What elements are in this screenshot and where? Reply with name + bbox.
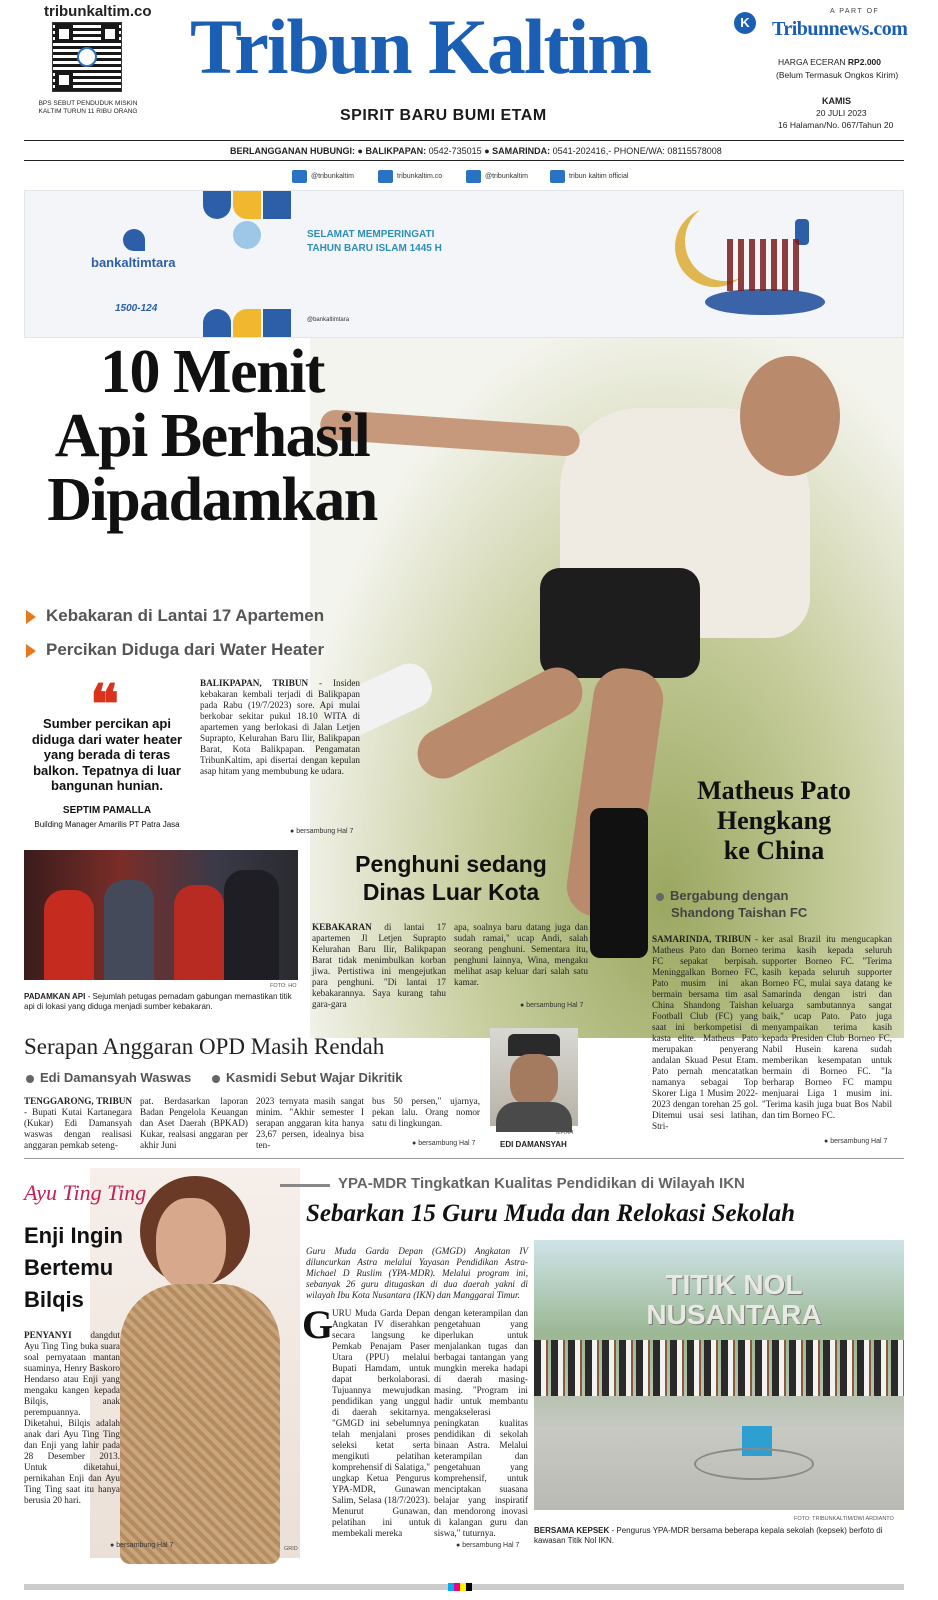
edi-damansyah-photo[interactable] [490,1028,578,1126]
ad-social: @bankaltimtara [307,317,350,323]
web-icon [378,170,393,183]
hotline: 1500-124 [115,303,158,314]
lead-headline[interactable]: 10 Menit Api Berhasil Dipadamkan [47,338,377,534]
pattern-icon [233,309,261,337]
bank-logo-icon [123,229,145,251]
quote-icon: ❝ [90,675,120,735]
cmyk-swatch-icon [448,1583,472,1591]
triangle-bullet-icon [26,610,36,624]
facebook-icon [550,170,565,183]
price-note: (Belum Termasuk Ongkos Kirim) [776,70,899,80]
instagram-icon [292,170,307,183]
edu-kicker: YPA-MDR Tingkatkan Kualitas Pendidikan di Wilayah IKN [338,1175,745,1192]
portrait-cap [508,1034,560,1056]
issue-date: 20 JULI 2023 [816,108,867,118]
qr-code[interactable] [52,22,122,92]
pattern-icon [203,309,231,337]
budget-subhead-1: Edi Damansyah Waswas [26,1070,191,1085]
continue-link[interactable]: ● bersambung Hal 7 [456,1542,520,1549]
celeb-headline[interactable]: Enji Ingin Bertemu Bilqis [24,1223,123,1312]
lead-subhead-2: Percikan Diduga dari Water Heater [26,640,324,660]
pull-quote: Sumber percikan api diduga dari water heater yang berada di teras balkon. Tepatnya di luar bangunan hunian. [31,716,183,793]
budget-col-4: bus 50 persen," ujarnya, pekan lalu. Orang nomor satu di lingkungan. [372,1096,480,1128]
resident-col-2: apa, soalnya baru datang juga dan sudah ramai," ucap Andi, salah seorang penghuni. Sementara itu, penghuni lainnya, Wina, mengaku melihat asap keluar dari salah satu kamar. [454,922,588,987]
issue-edition: 16 Halaman/No. 067/Tahun 20 [778,120,894,130]
budget-col-1: TENGGARONG, TRIBUN - Bupati Kutai Kartanegara (Kukar) Edi Damansyah waswas dengan realisasi anggaran pemkab seteng- [24,1096,132,1150]
quote-name: SEPTIM PAMALLA [62,805,152,816]
qr-caption[interactable]: BPS SEBUT PENDUDUK MISKIN KALTIM TURUN 11 RIBU ORANG [38,100,138,115]
photo-caption: BERSAMA KEPSEK - Pengurus YPA-MDR bersama beberapa kepala sekolah (kepsek) berfoto di kawasan Titik Nol IKN. [534,1526,883,1545]
bank-advertisement[interactable] [24,190,904,338]
edu-col-1: URU Muda Garda Depan Angkatan IV diserahkan secara langsung ke Pemkab Penajam Paser Utara (PPU) melalui Bupati Hamdam, untuk dapat berkolaborasi. Tujuannya mewujudkan pendidikan yang unggul di daerah sekitarnya. "GMGD ini sebelumnya telah menjalani proses seleksi ketat serta mengikuti pelatihan komprehensif di Salatiga," ungkap Ketua Pengurus YPA-MDR, Gunawan Salim, Selasa (18/7/2023). Menurut Gunawan, pelatihan ini untuk membekali mereka [332,1308,430,1538]
photo-caption: PADAMKAN API - Sejumlah petugas pemadam gabungan memastikan titik api di lokasi yang diduga menjadi sumber kebakaran. [24,992,292,1011]
social-facebook[interactable]: tribun kaltim official [550,168,628,184]
social-twitter[interactable]: @tribunkaltim [466,168,528,184]
group-people [534,1340,904,1396]
bank-brand: bankaltimtara [91,255,176,270]
pattern-icon [263,309,291,337]
twitter-icon [466,170,481,183]
edu-intro: Guru Muda Garda Depan (GMGD) Angkatan IV diluncurkan Astra melalui Yayasan Pendidikan Astra-Michael D Ruslim (YPA-MDR). Melalui program ini, sebanyak 26 guru ditugaskan di dua daerah yakni di wilayah Ibu Kota Nusantara (IKN) dan Manggarai Timur. [306,1246,528,1300]
people-icon [727,239,803,291]
continue-link[interactable]: ● bersambung Hal 7 [412,1140,476,1147]
budget-headline[interactable]: Serapan Anggaran OPD Masih Rendah [24,1034,385,1059]
photo-credit: GRID [284,1546,298,1552]
site-url[interactable]: tribunkaltim.co [44,3,152,20]
budget-col-2: pat. Berdasarkan laporan Badan Pengelola Keuangan dan Aset Daerah (BPKAD) Kukar, realsasi anggaran per akhir Juni [140,1096,248,1150]
continue-link[interactable]: ● bersambung Hal 7 [290,828,354,835]
pato-col-1: SAMARINDA, TRIBUN - Matheus Pato dan Borneo FC sepakat berpisah. Meninggalkan Borneo FC, Pato musim ini akan bermain bersama tim asal China Shandong Taishan Football Club (FC) yang saat ini berkompetisi di kasta elite. Matheus Pato merupakan penyerang andalan Skuad Pesut Etam. Pato pernah mencatatkan namanya sebagai Top Skorer Liga 1 Musim 2022-2023 dengan torehan 25 gol. Ditemui usai sesi latihan, Stri- [652,934,758,1131]
social-instagram[interactable]: @tribunkaltim [292,168,354,184]
continue-link[interactable]: ● bersambung Hal 7 [520,1002,584,1009]
divider [24,1158,904,1159]
firefighter-figure [174,885,224,980]
firefighter-figure [224,870,279,980]
subscribe-bar: BERLANGGANAN HUBUNGI: ● BALIKPAPAN: 0542-735015 ● SAMARINDA: 0541-202416,- PHONE/WA: 08115578008 [230,146,722,156]
monument-base [694,1448,814,1480]
ad-greeting-2: TAHUN BARU ISLAM 1445 H [307,243,442,254]
price: HARGA ECERAN RP2.000 [778,57,882,67]
continue-link[interactable]: ● bersambung Hal 7 [110,1542,174,1549]
titik-nol-photo[interactable] [534,1240,904,1510]
newspaper-logo: Tribun Kaltim [190,3,651,90]
logo-mark-icon: K [734,12,756,34]
pattern-icon [203,191,231,219]
lead-subhead-1: Kebakaran di Lantai 17 Apartemen [26,606,324,626]
firefighter-figure [104,880,154,980]
divider [24,160,904,161]
photo-credit: MFIAH [556,1130,574,1136]
quote-role: Building Manager Amarilis PT Patra Jasa [34,820,180,829]
pato-subhead-2: Shandong Taishan FC [671,905,808,920]
pattern-icon [233,221,261,249]
resident-col-1: KEBAKARAN di lantai 17 apartemen Jl Letjen Suprapto Kelurahan Baru Ilir, Balikpapan Barat tidak menimbulkan korban jiwa. Pertistiwa ini mengejutkan para penghuni. "Di lantai 17 kebakarannya. Saya kurang tahu gara-gara [312,922,446,1009]
pattern-icon [263,191,291,219]
triangle-bullet-icon [26,644,36,658]
budget-subhead-2: Kasmidi Sebut Wajar Dikritik [212,1070,403,1085]
ad-greeting-1: SELAMAT MEMPERINGATI [307,229,435,240]
issue-day: KAMIS [822,96,851,106]
firefighter-figure [44,890,94,980]
kicker-rule [280,1184,330,1187]
pattern-icon [233,191,261,219]
part-of-label: A PART OF [830,8,880,15]
edu-col-2: dengan keterampilan dan pengetahuan yang diperlukan untuk menjalankan tugas dan berbagai tantangan yang mungkin mereka hadapi di daerah masing-masing. "Program ini hadir untuk membantu mengakselerasi peningkatan kualitas pendidikan di sekolah binaan Astra. Melalui keterampilan dan pengetahuan yang komprehensif, untuk menciptakan suasana belajar yang inspiratif dan mendorong inovasi di kalangan guru dan siswa," tuturnya. [434,1308,528,1538]
pato-headline[interactable]: Matheus Pato Hengkang ke China [697,776,851,865]
player-shorts [540,568,700,678]
drop-cap: G [302,1302,334,1347]
player-sock [590,808,648,958]
tagline: SPIRIT BARU BUMI ETAM [340,107,547,124]
stage-icon [705,289,825,315]
photo-credit: FOTO: TRIBUNKALTIM/DWI ARDIANTO [794,1516,894,1522]
portrait-face [510,1054,558,1106]
network-logo[interactable]: Tribunnews.com [772,18,908,40]
monument-sign: TITIK NOL NUSANTARA [646,1269,822,1330]
lead-body: BALIKPAPAN, TRIBUN - Insiden kebakaran kembali terjadi di Balikpapan pada Rabu (19/7/2023) sore. Api mulai berkobar sekitar pukul 18.10 WITA di apartemen yang berlokasi di Jalan Letjen Suprapto, Kelurahan Baru Ilir, Balikpapan Barat, Kota Balikpapan. Pengamatan TribunKaltim, api disertai dengan kepulan asap hitam yang membubung ke udara. [200,678,360,776]
edu-headline[interactable]: Sebarkan 15 Guru Muda dan Relokasi Sekolah [306,1200,796,1227]
resident-headline[interactable]: Penghuni sedang Dinas Luar Kota [355,851,547,905]
firefighters-photo[interactable] [24,850,298,980]
social-web[interactable]: tribunkaltim.co [378,168,442,184]
photo-credit: FOTO: HO [270,983,297,989]
divider [24,140,904,141]
photo-caption: EDI DAMANSYAH [500,1140,567,1149]
player-head [740,356,840,476]
pato-subhead: Bergabung dengan [656,888,788,903]
portrait-face [156,1198,226,1290]
continue-link[interactable]: ● bersambung Hal 7 [824,1138,888,1145]
player-leg [409,659,591,788]
portrait-body [496,1102,572,1132]
portrait-gown [120,1284,280,1564]
celeb-body: PENYANYI dangdut Ayu Ting Ting buka suara soal pernyataan mantan suaminya, Henry Baskoro Hendarso atau Enji yang mengaku kangen kepada Bilqis, anak perempuannya. Diketahui, Bilqis adalah anak dari Ayu Ting Ting dan Enji yang lahir pada 28 Desember 2013. Untuk diketahui, pernikahan Enji dan Ayu Ting Ting saat itu hanya berusia 20 hari. [24,1330,120,1505]
pato-col-2: ker asal Brazil itu mengucapkan terima kasih kepada seluruh supporter Borneo FC. "Terima kasih kepada seluruh supporter Borneo FC, mulai saya datang ke Samarinda dengan istri dan keluarga sambutannya sangat baik," ucap Pato. Pato juga menyampaikan terima kasih kepada Presiden Club Borneo FC, Nabil Husein karena sudah memberikan kesempatan untuk bermain di Borneo FC. "Ia berharap Borneo FC mampu menjuarai Liga 1 musim ini. "Terima kasih juga buat Bos Nabil dan tim Borneo FC. [762,934,892,1120]
budget-col-3: 2023 ternyata masih sangat minim. "Akhir semester I serapan anggaran kita hanya 23,67 persen, idealnya bisa ten- [256,1096,364,1150]
celeb-name: Ayu Ting Ting [24,1180,147,1205]
